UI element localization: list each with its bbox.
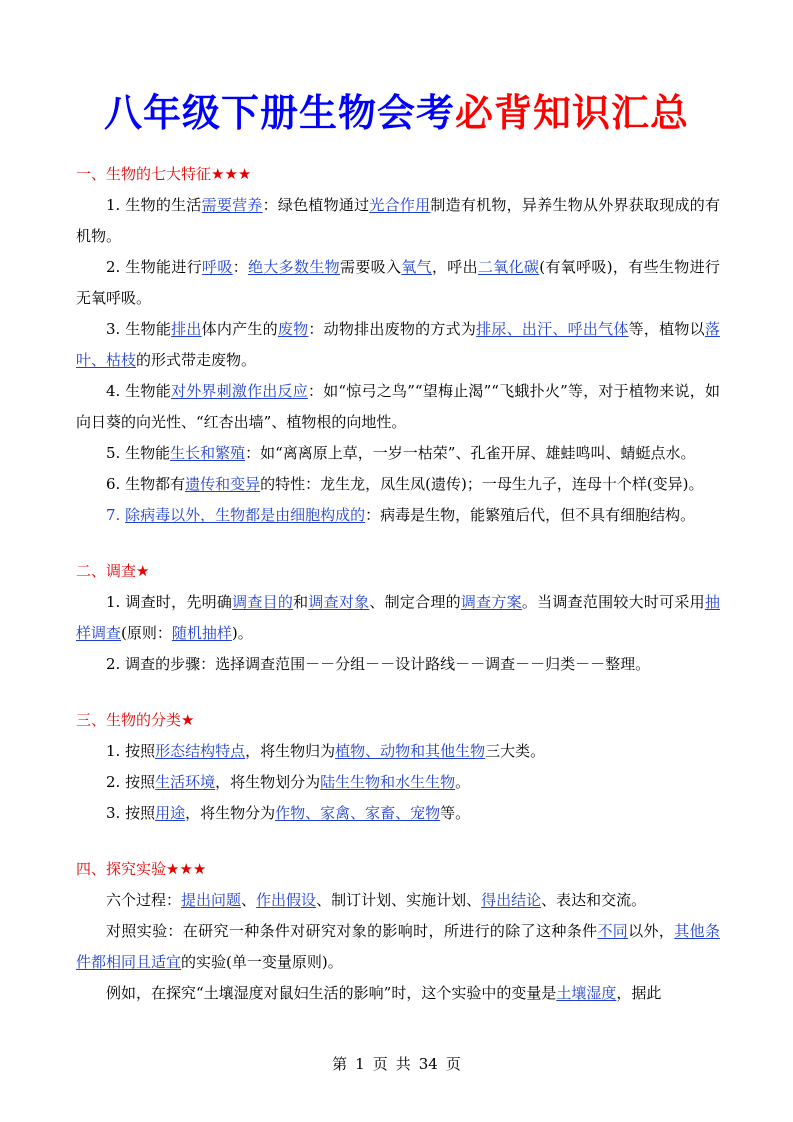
page-title xyxy=(0,82,793,137)
section-heading-2: 二、调查★ xyxy=(76,562,150,580)
star-rating: ★ xyxy=(136,562,150,580)
paragraph-4-1: 六个过程：提出问题、作出假设、制订计划、实施计划、得出结论、表达和交流。 xyxy=(106,891,647,909)
paragraph-4-2: 对照实验：在研究一种条件对研究对象的影响时，所进行的除了这种条件不同以外，其他条件都相同且适宜的实验(单一变量原则)。 xyxy=(76,922,720,971)
paragraph-3-1: 1. 按照形态结构特点，将生物归为植物、动物和其他生物三大类。 xyxy=(106,742,546,760)
star-rating: ★★★ xyxy=(166,860,207,878)
paragraph-2-2: 2. 调查的步骤：选择调查范围－－分组－－设计路线－－调查－－归类－－整理。 xyxy=(106,655,651,673)
title-blue-part: 八年级下册生物会考 xyxy=(103,91,455,135)
section-heading-1: 一、生物的七大特征★★★ xyxy=(76,165,252,183)
paragraph-3-3: 3. 按照用途，将生物分为作物、家禽、家畜、宠物等。 xyxy=(106,804,471,822)
star-rating: ★★★ xyxy=(211,165,252,183)
paragraph-1-5: 5. 生物能生长和繁殖：如“离离原上草，一岁一枯荣”、孔雀开屏、雄蛙鸣叫、蜻蜓点水。 xyxy=(106,444,696,462)
page-footer: 第 1 页 共 34 页 xyxy=(332,1055,461,1073)
paragraph-4-3: 例如，在探究“土壤湿度对鼠妇生活的影响”时，这个实验中的变量是土壤湿度，据此 xyxy=(106,984,662,1002)
paragraph-1-6: 6. 生物都有遗传和变异的特性：龙生龙，凤生凤(遗传)；一母生九子，连母十个样(变异)。 xyxy=(106,475,704,493)
section-heading-4: 四、探究实验★★★ xyxy=(76,860,207,878)
paragraph-1-4: 4. 生物能对外界刺激作出反应：如“惊弓之鸟”“望梅止渴”“飞蛾扑火”等，对于植物来说，如向日葵的向光性、“红杏出墙”、植物根的向地性。 xyxy=(76,382,720,431)
section-heading-3: 三、生物的分类★ xyxy=(76,711,195,729)
total-page-count: 34 xyxy=(418,1055,438,1073)
title-red-part: 必背知识汇总 xyxy=(455,91,690,135)
content-body xyxy=(76,158,720,1009)
paragraph-1-3: 3. 生物能排出体内产生的废物：动物排出废物的方式为排尿、出汗、呼出气体等，植物以落叶、枯枝的形式带走废物。 xyxy=(76,320,720,369)
star-rating: ★ xyxy=(181,711,195,729)
paragraph-3-2: 2. 按照生活环境，将生物划分为陆生生物和水生生物。 xyxy=(106,773,471,791)
paragraph-1-1: 1. 生物的生活需要营养：绿色植物通过光合作用制造有机物，异养生物从外界获取现成的有机物。 xyxy=(76,196,720,245)
paragraph-2-1: 1. 调查时，先明确调查目的和调查对象、制定合理的调查方案。当调查范围较大时可采用抽样调查(原则：随机抽样)。 xyxy=(76,593,720,642)
paragraph-1-7: 7. 除病毒以外，生物都是由细胞构成的：病毒是生物，能繁殖后代，但不具有细胞结构。 xyxy=(106,506,696,524)
current-page-number: 1 xyxy=(355,1055,365,1073)
paragraph-1-2: 2. 生物能进行呼吸：绝大多数生物需要吸入氧气，呼出二氧化碳(有氧呼吸)，有些生物进行无氧呼吸。 xyxy=(76,258,720,307)
